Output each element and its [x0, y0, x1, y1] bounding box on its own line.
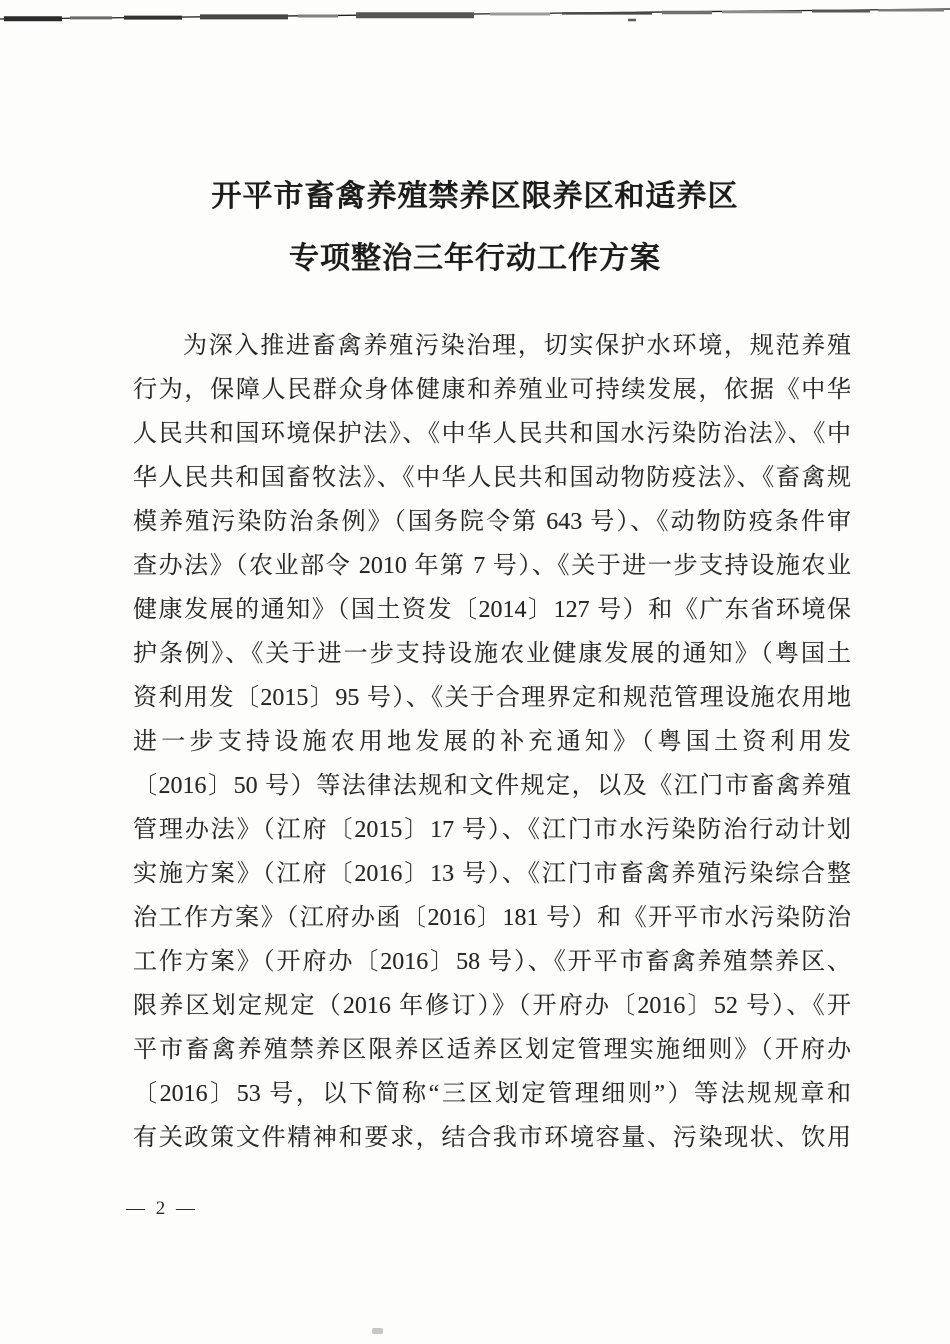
- body-line: 查办法》（农业部令 2010 年第 7 号）、《关于进一步支持设施农业: [133, 553, 851, 579]
- body-line: 人民共和国环境保护法》、《中华人民共和国水污染防治法》、《中: [133, 421, 851, 447]
- body-line: 健康发展的通知》（国土资发〔2014〕127 号）和《广东省环境保: [133, 597, 851, 623]
- body-line: 工作方案》（开府办〔2016〕58 号）、《开平市畜禽养殖禁养区、: [133, 949, 851, 975]
- body-line: 行为，保障人民群众身体健康和养殖业可持续发展，依据《中华: [133, 377, 851, 403]
- body-line: 管理办法》（江府〔2015〕17 号）、《江门市水污染防治行动计划: [133, 817, 851, 843]
- scan-artifact-bottom-smudge: [372, 1328, 383, 1334]
- scan-artifact-top-line: [0, 0, 950, 32]
- body-line: 治工作方案》（江府办函〔2016〕181 号）和《开平市水污染防治: [133, 905, 851, 931]
- body-line: 为深入推进畜禽养殖污染治理，切实保护水环境，规范养殖: [183, 333, 851, 359]
- body-line: 限养区划定规定（2016 年修订）》（开府办〔2016〕52 号）、《开: [133, 993, 851, 1019]
- body-line: 〔2016〕50 号）等法律法规和文件规定，以及《江门市畜禽养殖: [133, 773, 851, 799]
- document-title: [0, 166, 950, 290]
- body-line: 华人民共和国畜牧法》、《中华人民共和国动物防疫法》、《畜禽规: [133, 465, 851, 491]
- body-line: 模养殖污染防治条例》（国务院令第 643 号）、《动物防疫条件审: [133, 509, 851, 535]
- page-number: — 2 —: [126, 1198, 198, 1219]
- body-line: 实施方案》（江府〔2016〕13 号）、《江门市畜禽养殖污染综合整: [133, 861, 851, 887]
- body-line: 护条例》、《关于进一步支持设施农业健康发展的通知》（粤国土: [133, 641, 851, 667]
- body-line: 资利用发〔2015〕95 号）、《关于合理界定和规范管理设施农用地: [133, 685, 851, 711]
- body-line: 平市畜禽养殖禁养区限养区适养区划定管理实施细则》（开府办: [133, 1037, 851, 1063]
- document-title-line1: 开平市畜禽养殖禁养区限养区和适养区: [211, 180, 739, 213]
- body-line: 进一步支持设施农用地发展的补充通知》（粤国土资利用发: [133, 729, 851, 755]
- body-line: 有关政策文件精神和要求，结合我市环境容量、污染现状、饮用: [133, 1125, 851, 1151]
- document-body: [133, 324, 851, 1160]
- document-title-line2: 专项整治三年行动工作方案: [289, 242, 661, 275]
- body-line: 〔2016〕53 号，以下简称“三区划定管理细则”）等法规规章和: [133, 1081, 851, 1107]
